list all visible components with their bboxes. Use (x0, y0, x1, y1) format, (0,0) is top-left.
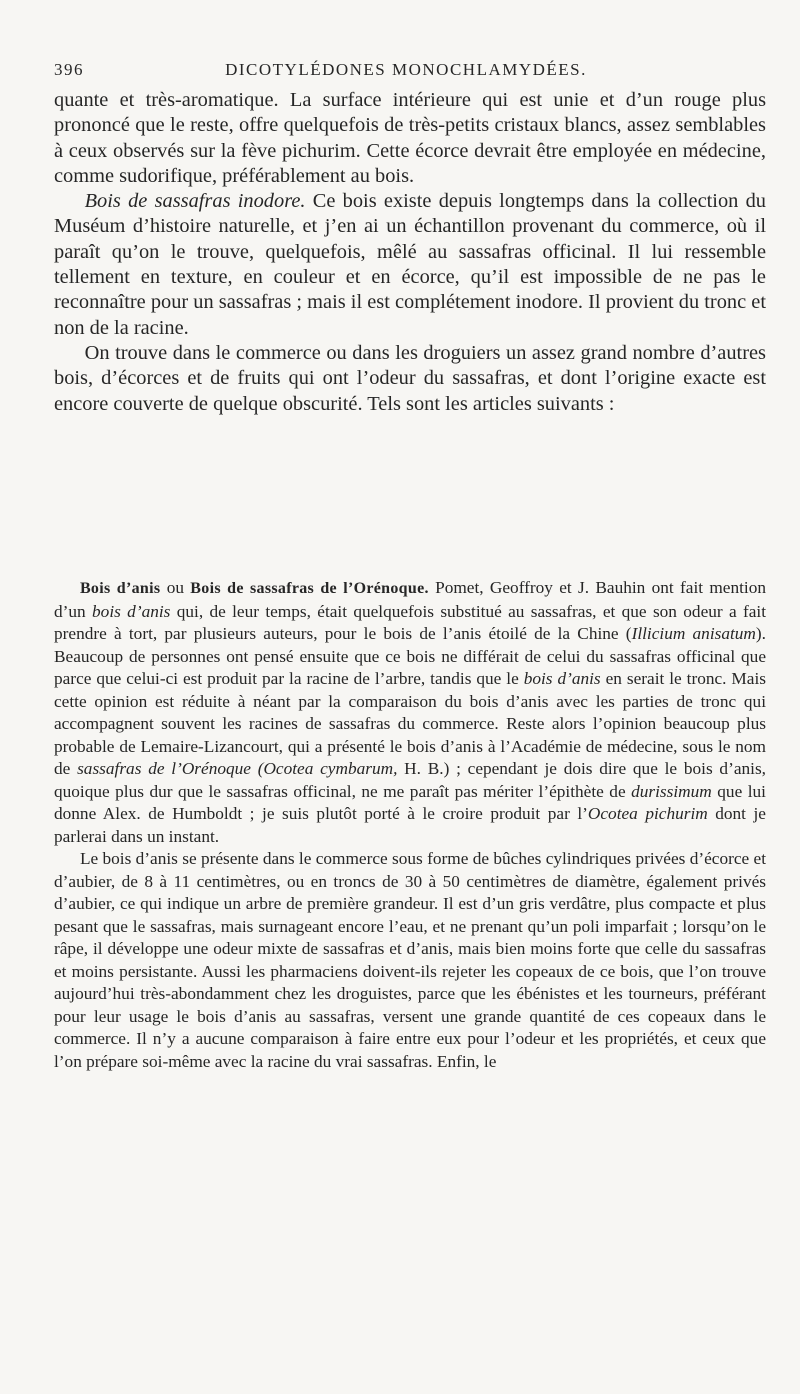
paragraph-text: On trouve dans le commerce ou dans les droguiers un assez grand nombre d’autres bois, d’écorces et de fruits qui ont l’odeur du sassafras, et dont l’origine exacte est encore couverte de quelque obscurité. Tels sont les articles suivants : (54, 341, 766, 415)
italic-term: sassafras de l’Orénoque (Ocotea cymbarum, (77, 759, 398, 778)
text-segment: qui, de leur temps, était quelquefois substitué au sassafras, et que son odeur a fait prendre à tort, par plusieurs auteurs, pour le bois de l’anis étoilé de la Chine ( (54, 601, 767, 643)
paragraph-bois-de-sassafras-inodore (54, 189, 766, 341)
paragraph-bois-d-anis (54, 577, 766, 848)
text-segment: Pomet, Geoffroy et J. Bauhin ont fait mention d’un (54, 578, 766, 621)
italic-term: Ocotea pichurim (587, 804, 708, 823)
paragraph-text: Le bois d’anis se présente dans le commerce sous forme de bûches cylindriques privées d’écorce et d’aubier, de 8 à 11 centimètres, ou en troncs de 30 à 50 centimètres de diamètre, également privés d’aubier, ce qui indique un arbre de première grandeur. Il est d’un gris verdâtre, plus compacte et plus pesant que le sassafras, mais surnageant encore l’eau, et ne prenant qu’un poli imparfait ; lorsqu’on le râpe, il développe une odeur mixte de sassafras et d’anis, mais bien moins forte que celle du sassafras et moins persistante. Aussi les pharmaciens doivent-ils rejeter les copeaux de ce bois, que l’on trouve aujourd’hui très-abondamment chez les droguistes, parce que les ébénistes et les tourneurs, préférant pour leur usage le bois d’anis au sassafras, versent une grande quantité de ces copeaux dans le commerce. Il n’y a aucune comparaison à faire entre eux pour l’odeur et les propriétés, et ceux que l’on prépare soi-même avec la racine du vrai sassafras. Enfin, le (54, 849, 766, 1071)
italic-term: bois d’anis (523, 669, 601, 688)
running-head: DICOTYLÉDONES MONOCHLAMYDÉES. (225, 60, 587, 79)
paragraph-text: quante et très-aromatique. La surface intérieure qui est unie et d’un rouge plus prononcé que le reste, offre quelquefois de très-petits cristaux blancs, assez semblables à ceux observés sur la fève pichurim. Cette écorce devrait être employée en médecine, comme sudorifique, préférablement au bois. (54, 89, 766, 187)
main-text-small (54, 577, 766, 1073)
paragraph-title: Bois d’anis (79, 580, 161, 597)
paragraph-continuation (54, 88, 766, 189)
italic-term: durissimum (631, 781, 712, 801)
text-segment: que lui donne Alex. de Humboldt ; je suis plutôt porté à le croire produit par l’ (54, 781, 766, 823)
paragraph-introduction (54, 341, 766, 417)
page-header (54, 60, 758, 86)
main-text-large (54, 88, 766, 417)
text-segment: ). Beaucoup de personnes ont pensé ensuite que ce bois ne différait de celui du sassafras officinal que parce que celui-ci est produit par la racine de l’arbre, tandis que le (54, 624, 766, 688)
italic-term: bois d’anis (92, 601, 171, 621)
paragraph-title-alt: Bois de sassafras de l’Orénoque. (190, 580, 429, 597)
text-segment: dont je parlerai dans un instant. (54, 804, 766, 846)
italic-term: Illicium anisatum (631, 624, 756, 643)
text-segment: en serait le tronc. Mais cette opinion est réduite à néant par la comparaison du bois d’anis avec les parties de tronc qui accompagnent souvent les racines de sassafras du commerce. Reste alors l’opinion beaucoup plus probable de Lemaire-Lizancourt, qui a présenté le bois d’anis à l’Académie de médecine, sous le nom de (54, 669, 766, 778)
text-segment: H. B.) ; cependant je dois dire que le bois d’anis, quoique plus dur que le sassafras officinal, ne me paraît pas mériter l’épithète de (54, 759, 766, 801)
page-number: 396 (54, 60, 84, 79)
paragraph-text: Ce bois existe depuis longtemps dans la collection du Muséum d’histoire naturelle, et j’en ai un échantillon provenant du commerce, où il paraît qu’on le trouve, quelquefois, mêlé au sassafras officinal. Il lui ressemble tellement en texture, en couleur et en écorce, qu’il est impossible de ne pas le reconnaître pour un sassafras ; mais il est complétement inodore. Il provient du tronc et non de la racine. (54, 190, 766, 339)
paragraph-description (54, 848, 766, 1073)
paragraph-title: Bois de sassafras inodore. (84, 190, 306, 213)
title-conjunction: ou (160, 578, 191, 597)
